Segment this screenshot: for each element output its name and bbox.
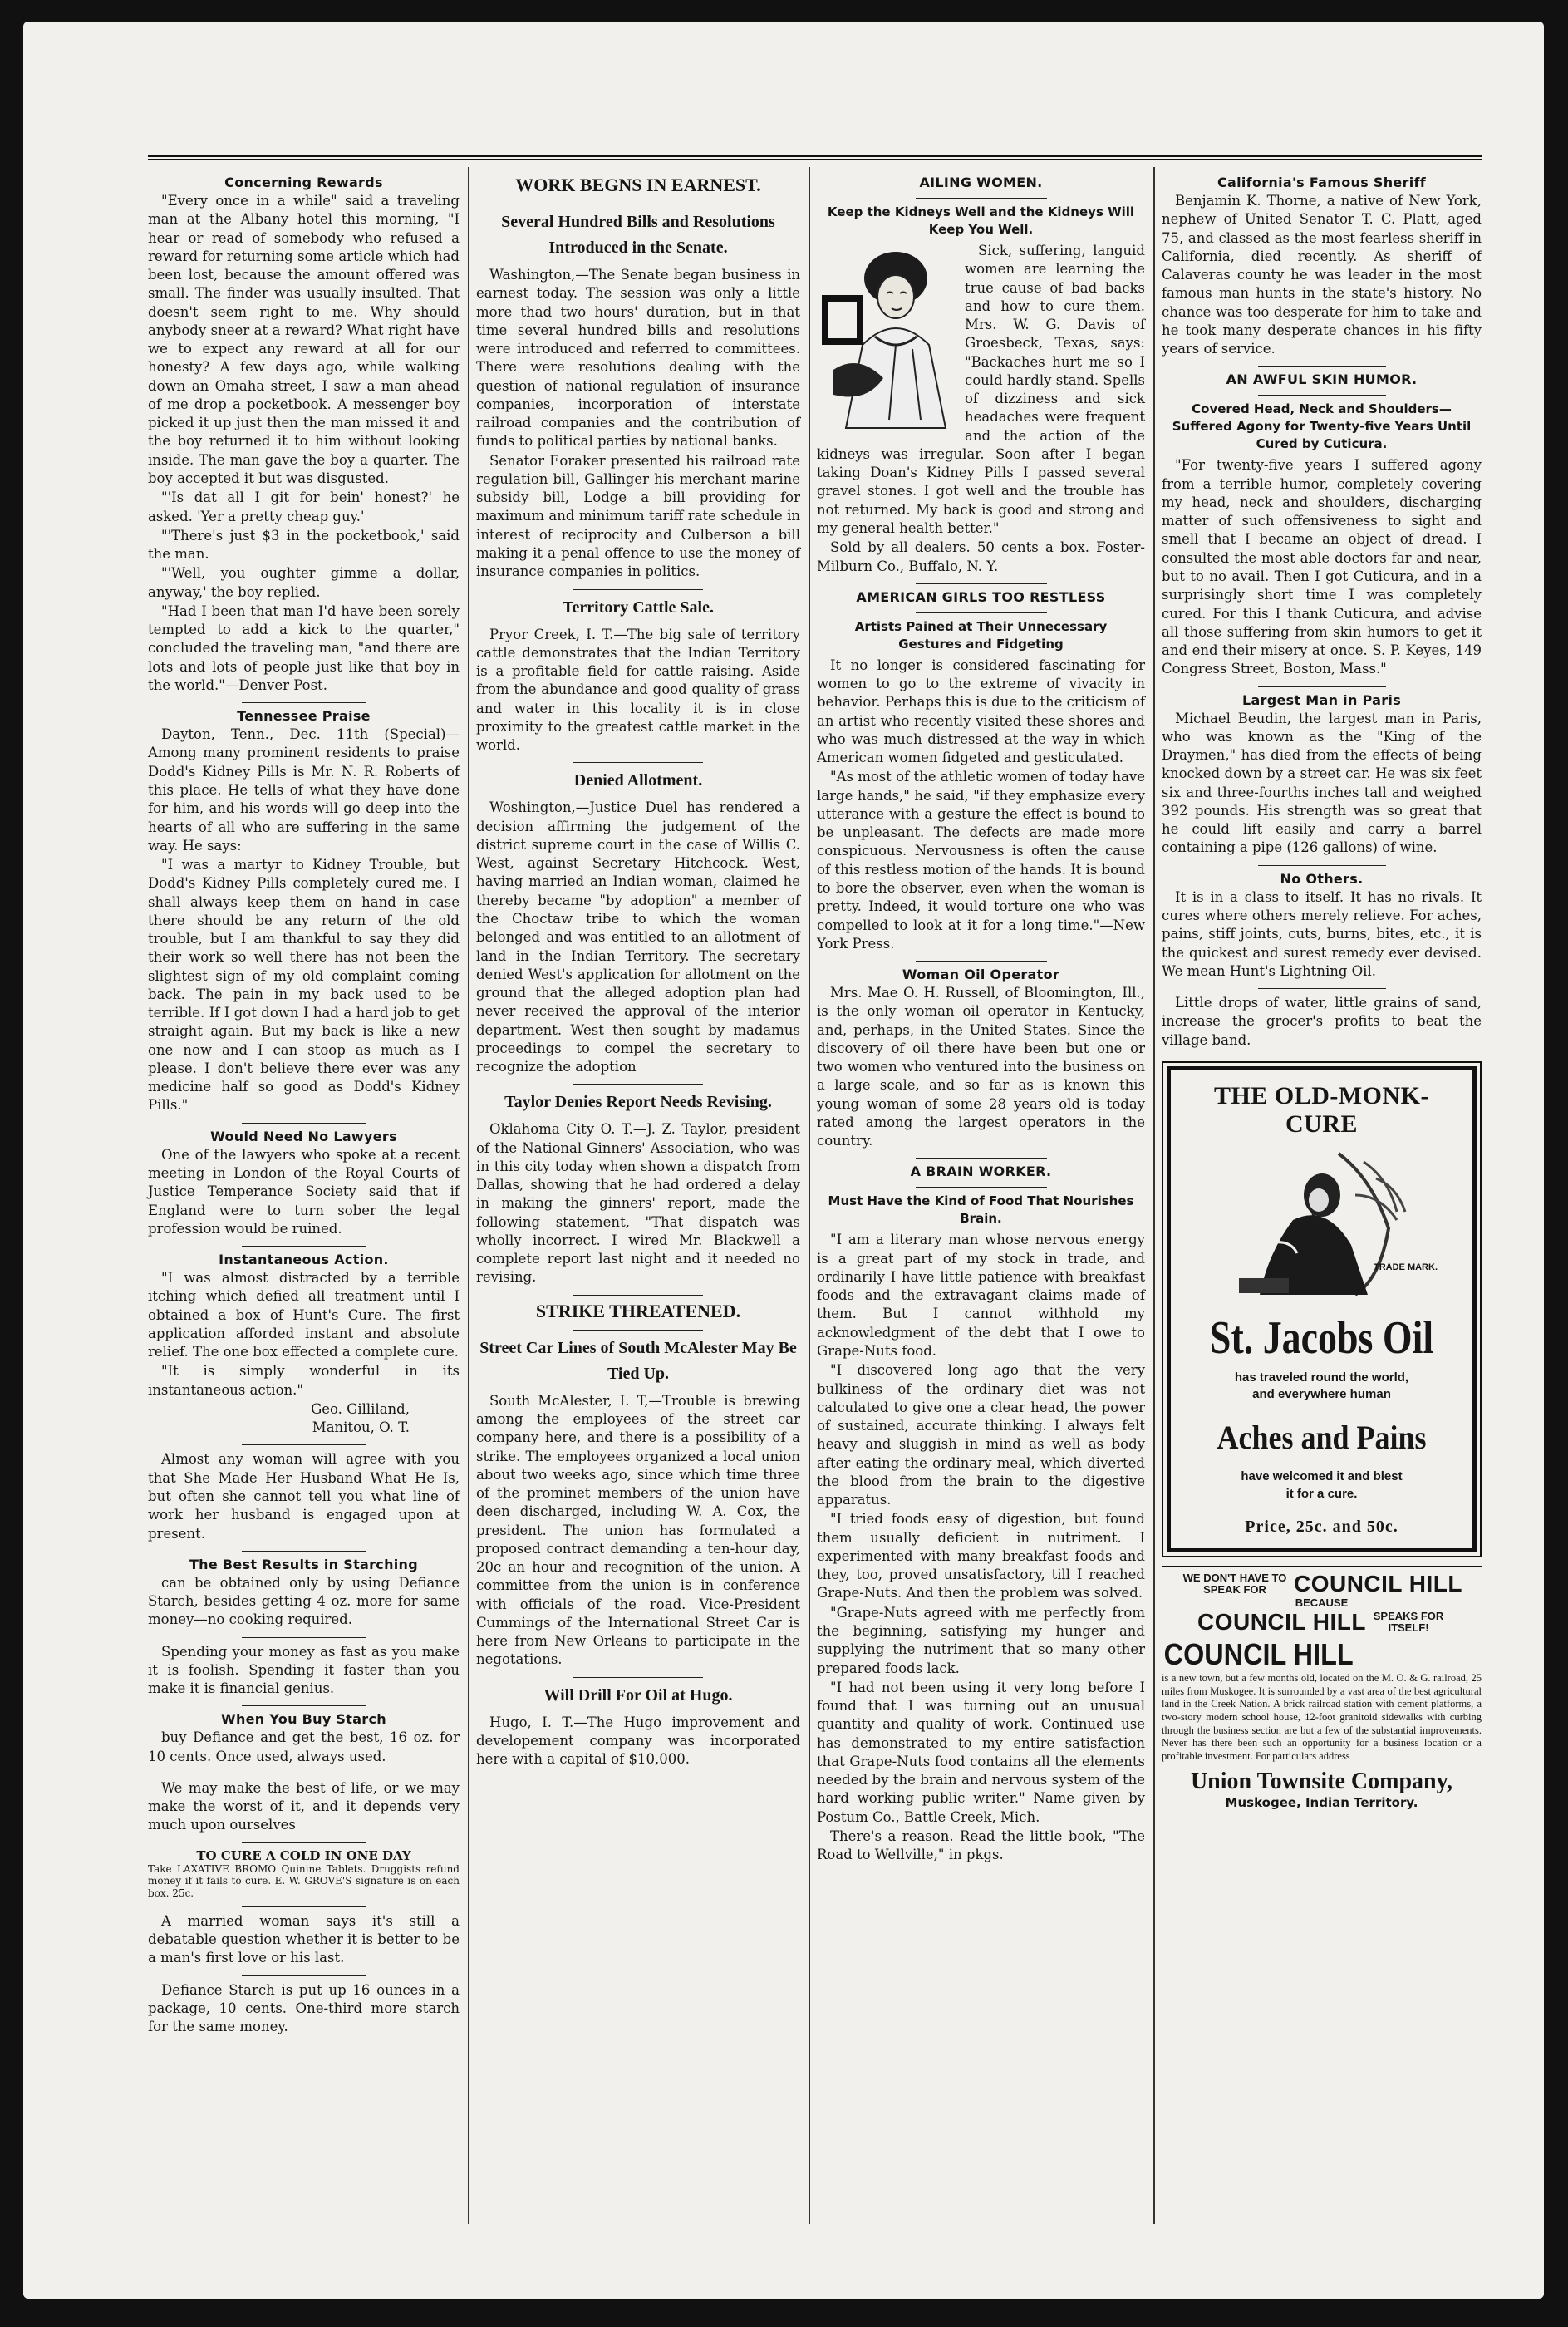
paragraph: Washington,—The Senate began business in earnest today. The session was only a little more thad two hours' duration, but in that time several hundred bills and resolutions were introduced and referred to committees. There were resolutions dealing with the question of national regulation of insurance companies, incorporation of interstate railroad companies and the contribution of funds to political parties by national banks. [476,267,800,450]
separator [242,1842,366,1843]
article-heading: Taylor Denies Report Needs Revising. [504,1093,772,1112]
separator [573,1295,703,1296]
paragraph: Defiance Starch is put up 16 ounces in a package, 10 cents. One-third more starch for the same money. [148,1981,460,2035]
ad-small-text: WE DON'T HAVE TO SPEAK FOR [1182,1571,1287,1596]
separator [573,1084,703,1085]
separator [1258,366,1386,367]
paragraph: "Every once in a while" said a traveling man at the Albany hotel this morning, "I hear or read of somebody who refused a reward for returning some article which had been lost, because the amount offered was small. The finder was usually insulted. That doesn't seem right to me. Why should anybody sneer at a reward? What right have we to expect any reward at all for our honesty? A few days ago, while walking down an Omaha street, I saw a man ahead of me drop a pocketbook. A messenger boy picked it up just then the man missed it and the boy returned it to him without looking inside. The man gave the boy a quarter. The boy accepted it but was disgusted. [148,193,460,486]
separator [242,1975,366,1976]
paragraph: "For twenty-five years I suffered agony from a terrible humor, completely covering my head, neck and shoulders, discharging matter of such offensiveness to sight and smell that I became an object of dread. I consulted the most able doctors far and near, but to no avail. Then I got Cuticura, and in a surprisingly short time I was completely cured. For this I thank Cuticura, and advise all those suffering from skin humors to get it and end their misery at once. S. P. Keyes, 149 Congress Street, Boston, Mass." [1162,457,1482,677]
paragraph: Almost any woman will agree with you that She Made Her Husband What He Is, but often she cannot tell you what line of work her husband is engaged upon at present. [148,1451,460,1542]
article-heading: Denied Allotment. [573,771,703,790]
ad-company: Union Townsite Company, [1190,1768,1453,1794]
paragraph: "Grape-Nuts agreed with me perfectly from the beginning, satisfying my hunger and supplying the nutriment that so many other prepared foods lack. [817,1604,1145,1676]
paragraph: We may make the best of life, or we may make the worst of it, and it depends very much upon ourselves [148,1779,460,1833]
article-heading: Largest Man in Paris [1241,691,1402,708]
trademark-label: TRADE MARK. [1373,1262,1438,1272]
article-heading: When You Buy Starch [221,1711,386,1728]
article-heading: Instantaneous Action. [219,1252,389,1268]
paragraph: South McAlester, I. T,—Trouble is brewing among the employees of the street car company here, and there is a possibility of a strike. The employees organized a local union about two weeks ago, since which time three of the prominet members of the union have deen discharged, including W. A. Cox, the president. The union has formulated a proposed contract demanding a ten-hour day, 20c an hour and recognition of the union. A committee from the union is in conference with officials of the road. Vice-President Cummings of the International Street Car is here from New Orleans to participate in the negotations. [476,1392,800,1668]
article-heading: Tennessee Praise [237,708,371,725]
separator [242,1444,366,1445]
monk-illustration [1214,1145,1438,1303]
separator [1258,865,1386,866]
paragraph: "I was a martyr to Kidney Trouble, but Dodd's Kidney Pills completely cured me. I shall always keep them on hand in case there should be any return of the old trouble, but I am thankful to say they did their work so well there has not been the slightest sign of my old complaint coming back. The pain in my back used to be terrible. If I got down I had a hard job to get straight again. But my back is like a new one now and I can stoop as much as I please. I don't believe there ever was any medicine half so good as Dodd's Kidney Pills." [148,857,460,1114]
ad-town-name: COUNCIL HILL [1293,1570,1463,1596]
ad-heading: TO CURE A COLD IN ONE DAY [196,1847,411,1863]
paragraph: Mrs. Mae O. H. Russell, of Bloomington, Ill., is the only woman oil operator in Kentucky, and, perhaps, in the United States. Since the discovery of oil there have been but one or two women who ventured into the business on a large scale, and so far as is known this young woman of some 28 years old is today rated among the largest operators in the country. [817,985,1145,1149]
separator [916,961,1047,962]
separator [242,702,366,703]
column-rule [809,167,810,2224]
paragraph: Oklahoma City O. T.—J. Z. Taylor, president of the National Ginners' Association, who was in this city today when shown a dispatch from Dallas, showing that he had ordered a delay in making the ginners' report, made the following statement, "That dispatch was wholly incorrect. I wired Mr. Blackwell a complete report last night and it needed no revising. [476,1121,800,1286]
ad-line: has traveled round the world, [1234,1370,1409,1385]
st-jacobs-oil-ad [1167,1066,1477,1552]
paragraph: A married woman says it's still a debatable question whether it is better to be a man's first love or his last. [148,1912,460,1966]
article-subheading: Covered Head, Neck and Shoulders—Suffered Agony for Twenty-five Years Until Cured by Cuticura. [1172,401,1472,452]
ad-town-name: COUNCIL HILL [1197,1609,1367,1636]
ad-small-text: SPEAKS FOR ITSELF! [1373,1609,1444,1635]
article-subheading: Artists Pained at Their Unnecessary Gestures and Fidgeting [854,618,1108,652]
separator [916,1187,1047,1188]
paragraph: Hugo, I. T.—The Hugo improvement and developement company was incorporated here with a capital of $10,000. [476,1714,800,1768]
paragraph: Pryor Creek, I. T.—The big sale of territory cattle demonstrates that the Indian Territory is a profitable field for cattle raising. Aside from the abundance and good quality of grass and water in this locality it is in close proximity to the greatest cattle market in the world. [476,626,800,754]
separator [1258,395,1386,396]
article-heading: Woman Oil Operator [902,967,1060,983]
ad-brand: St. Jacobs Oil [1209,1311,1434,1364]
article-subheading: Keep the Kidneys Well and the Kidneys Will Keep You Well. [827,204,1135,237]
ad-location: Muskogee, Indian Territory. [1225,1794,1418,1810]
paragraph: Woshington,—Justice Duel has rendered a decision affirming the judgement of the district supreme court in the case of Willis C. West, against Secretary Hitchcock. West, having married an Indian woman, claimed he thereby became "by adoption" a member of the Choctaw tribe to which the woman belonged and was entitled to an allotment of land in the Indian Territory. The secretary denied West's application for allotment on the ground that the alleged adoption plan had never received the approval of the interior department. West then sought by madamus proceedings to compel the secretary to recognize the adoption [476,799,800,1075]
article-heading: No Others. [1280,870,1364,887]
paragraph: "I tried foods easy of digestion, but found them usually deficient in nutriment. I experimented with many breakfast foods and they, too, proved unsatisfactory, till I reached Grape-Nuts. And then the problem was solved. [817,1511,1145,1601]
separator [1258,988,1386,989]
separator [242,1551,366,1552]
paragraph: Sick, suffering, languid women are learning the true cause of bad backs and how to cure them. Mrs. W. G. Davis of Groesbeck, Texas, says: "Backaches hurt me so I could hardly stand. Spells of dizziness and sick headaches were frequent and the action of the kidneys was irregular. Soon after I began taking Doan's Kidney Pills I passed several gravel stones. I got well and the trouble has not returned. My back is good and strong and my general health better." [817,243,1145,536]
column-3 [817,170,1145,1865]
article-heading: Concerning Rewards [224,175,383,190]
separator [242,1906,366,1907]
paragraph: Senator Eoraker presented his railroad rate regulation bill, Gallinger his merchant marine subsidy bill, Lodge a bill providing for maximum and minimum tariff rate schedule in interest of reciprocity and Culberson a bill making it a penal offence to use the money of insurance companies in politics. [476,452,800,580]
ad-body: is a new town, but a few months old, located on the M. O. & G. railroad, 25 miles from Muskogee. It is surrounded by a vast area of the best agricultural land in the Creek Nation. A brick railroad station with cement platforms, a two-story modern school house, 12-foot granitoid sidewalks with curbing through the business section are but a few of the substantial improvements. Never has there been such an opportunity for a business location or a profitable investment. For particulars address [1162,1672,1482,1762]
separator [573,762,703,763]
article-subheading: Must Have the Kind of Food That Nourishes Brain. [828,1193,1134,1227]
separator [242,1705,366,1706]
column-1 [148,170,460,2037]
article-heading: Territory Cattle Sale. [563,598,714,617]
article-heading: Will Drill For Oil at Hugo. [543,1685,733,1705]
paragraph: It is in a class to itself. It has no rivals. It cures where others merely relieve. For aches, pains, stiff joints, cuts, burns, bites, etc., it is the quickest and surest remedy ever devised. We mean Hunt's Lightning Oil. [1162,888,1482,979]
separator [916,583,1047,584]
article-heading: AMERICAN GIRLS TOO RESTLESS [856,588,1106,605]
separator [916,198,1047,199]
separator [242,1123,366,1124]
article-heading: AN AWFUL SKIN HUMOR. [1226,371,1418,388]
ad-title: THE OLD-MONK-CURE [1214,1081,1429,1138]
column-rule [468,167,469,2224]
paragraph: One of the lawyers who spoke at a recent meeting in London of the Royal Courts of Justice Temperance Society said that if England were to turn sober the legal profession would be ruined. [148,1146,460,1237]
article-heading: A BRAIN WORKER. [910,1164,1052,1180]
separator [573,1330,703,1331]
separator [916,1158,1047,1159]
separator [916,612,1047,613]
article-heading: AILING WOMEN. [919,175,1043,190]
paragraph: Little drops of water, little grains of sand, increase the grocer's profits to beat the village band. [1162,995,1482,1048]
paragraph: "As most of the athletic women of today have large hands," he said, "if they emphasize every utterance with a gesture the effect is bound to be unpleasant. The defects are made more conspicuous. Nervousness is often the cause of this restless motion of the hands. It is bound to bore the observer, even when the woman is pretty. Indeed, it would torture one who was compelled to look at it for a long time."—New York Press. [817,769,1145,952]
paragraph: "'Is dat all I git for bein' honest?' he asked. 'Yer a pretty cheap guy.' [148,490,460,524]
ad-headline: Aches and Pains [1217,1419,1427,1457]
paragraph: "I was almost distracted by a terrible itching which defied all treatment until I obtained a box of Hunt's Cure. The first application afforded instant and absolute relief. The one box effected a complete cure. [148,1270,460,1360]
paragraph: "I am a literary man whose nervous energy is a great part of my stock in trade, and ordinarily I have little patience with breakfast foods and the extravagant claims made of them. But I cannot withhold my acknowledgment of the debt that I owe to Grape-Nuts food. [817,1232,1145,1360]
signature: Manitou, O. T. [312,1419,410,1436]
article-heading: WORK BEGNS IN EARNEST. [515,175,761,195]
paragraph: "'Well, you oughter gimme a dollar, anyway,' the boy replied. [148,565,460,600]
signature: Geo. Gilliland, [311,1400,410,1417]
paragraph: can be obtained only by using Defiance Starch, besides getting 4 oz. more for same money—no cooking required. [148,1574,460,1628]
column-rule [1153,167,1155,2224]
paragraph: "Had I been that man I'd have been sorely tempted to add a kick to the quarter," concluded the traveling man, "and there are lots and lots of people just like that boy in the world."—Denver Post. [148,603,460,693]
paragraph: Michael Beudin, the largest man in Paris, who was known as the "King of the Draymen," has died from the effects of being knocked down by a street car. He was six feet six and three-fourths inches tall and weighed 392 pounds. His strength was so great that he could lift easily and carry a barrel containing a pipe (126 gallons) of wine. [1162,710,1482,856]
paragraph: Spending your money as fast as you make it is foolish. Spending it faster than you make it is financial genius. [148,1643,460,1697]
paragraph: "It is simply wonderful in its instantaneous action." [148,1363,460,1398]
separator [242,1246,366,1247]
paragraph: buy Defiance and get the best, 16 oz. for 10 cents. Once used, always used. [148,1729,460,1764]
paragraph: Sold by all dealers. 50 cents a box. Foster-Milburn Co., Buffalo, N. Y. [817,539,1145,574]
separator [242,1637,366,1638]
paragraph: There's a reason. Read the little book, "The Road to Wellville," in pkgs. [817,1828,1145,1863]
article-heading: STRIKE THREATENED. [535,1300,741,1321]
paragraph: "I discovered long ago that the very bulkiness of the ordinary diet was not calculated to give one a clear head, the power of sustained, accurate thinking. I always felt heavy and sluggish in mind as well as body after eating the ordinary meal, which diverted the blood from the brain to the digestive apparatus. [817,1362,1145,1508]
separator [1258,686,1386,687]
article-heading: Would Need No Lawyers [210,1128,397,1144]
paragraph: "'There's just $3 in the pocketbook,' said the man. [148,527,460,563]
newspaper-page [23,22,1544,2299]
separator [573,1677,703,1678]
article-subheading: Street Car Lines of South McAlester May Be Tied Up. [479,1338,797,1383]
paragraph: Benjamin K. Thorne, a native of New York, nephew of United Senator T. C. Platt, aged 75, and classed as the most fearless sheriff in California, died recently. As sheriff of Calaveras county he was leader in the most famous man hunts in the state's history. No chance was too desperate for him to take and he took many desperate chances in his fifty years of service. [1162,193,1482,357]
separator [573,589,703,590]
paragraph: It no longer is considered fascinating for women to go to the extreme of vivacity in behavior. Perhaps this is due to the criticism of an artist who recently visited these shores and who was much distressed at the way in which American women fidgeted and gesticulated. [817,657,1145,766]
column-2 [476,170,800,1770]
top-rule [148,155,1482,160]
ad-text: Take LAXATIVE BROMO Quinine Tablets. Druggists refund money if it fails to cure. E. W. GROVE'S signature is on each box. 25c. [148,1862,460,1899]
ad-line: and everywhere human [1252,1387,1391,1402]
ad-price: Price, 25c. and 50c. [1245,1517,1398,1536]
paragraph: "I had not been using it very long before I found that I was turning out an unusual quantity and quality of work. Continued use has demonstrated to my entire satisfaction that Grape-Nuts food contains all the elements needed by the brain and nervous system of the hard working public writer." Name given by Postum Co., Battle Creek, Mich. [817,1679,1145,1825]
ad-line: have welcomed it and blest [1241,1469,1403,1484]
council-hill-ad [1162,1566,1482,1810]
woman-portrait-illustration [817,245,958,428]
article-heading: The Best Results in Starching [189,1556,419,1572]
paragraph: Dayton, Tenn., Dec. 11th (Special)—Among many prominent residents to praise Dodd's Kidney Pills is Mr. N. R. Roberts of this place. He tells of what they have done for him, and his words will go deep into the hearts of all who are suffering in the same way. He says: [148,726,460,854]
column-4 [1162,170,1482,1810]
article-subheading: Several Hundred Bills and Resolutions Introduced in the Senate. [501,213,775,257]
ad-town-name: COUNCIL HILL [1163,1637,1354,1672]
article-heading: California's Famous Sheriff [1217,175,1427,190]
ad-small-text: BECAUSE [1295,1596,1349,1609]
ad-line: it for a cure. [1285,1486,1358,1501]
